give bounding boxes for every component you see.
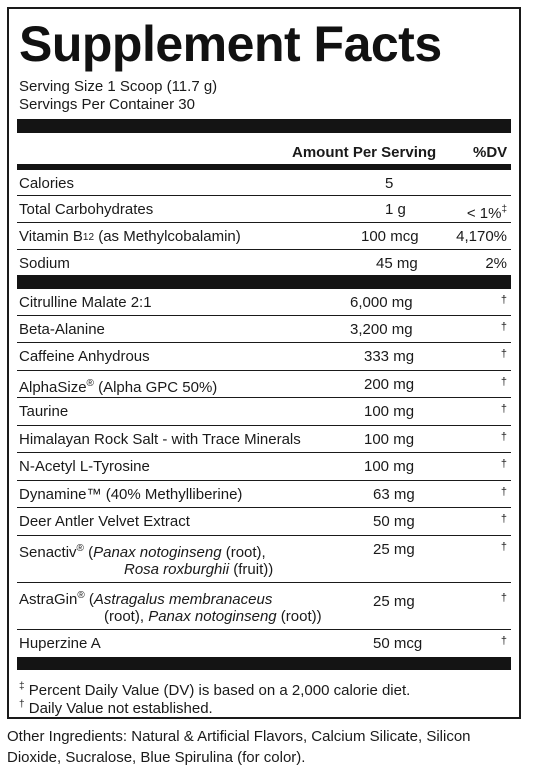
- row-dv: †: [500, 635, 507, 647]
- row-name: Citrulline Malate 2:1: [19, 294, 152, 311]
- row-dv: †: [500, 376, 507, 388]
- row-divider: [17, 249, 511, 250]
- header-amount-per-serving: Amount Per Serving: [292, 144, 437, 161]
- row-amount: 100 mg: [364, 458, 415, 475]
- row-amount: 25 mg: [373, 593, 415, 610]
- row-amount: 100 mg: [364, 403, 415, 420]
- row-name: Dynamine™ (40% Methylliberine): [19, 486, 243, 503]
- row-divider: [17, 452, 511, 453]
- row-amount: 100 mcg: [361, 228, 419, 245]
- row-name: AstraGin® (Astragalus membranaceus: [19, 590, 273, 608]
- row-name-continued: Rosa roxburghii (fruit)): [124, 561, 274, 578]
- panel-title: Supplement Facts: [19, 16, 442, 72]
- row-amount: 200 mg: [364, 376, 415, 393]
- row-amount: 25 mg: [373, 541, 415, 558]
- row-name: Sodium: [19, 255, 70, 272]
- row-divider: [17, 480, 511, 481]
- row-divider: [17, 629, 511, 630]
- row-amount: 50 mg: [373, 513, 415, 530]
- other-ingredients: Other Ingredients: Natural & Artificial Flavors, Calcium Silicate, Silicon Dioxide, Sucralose, Blue Spirulina (for color).: [7, 728, 471, 766]
- footnote-daily-value: ‡ Percent Daily Value (DV) is based on a 2,000 calorie diet.: [19, 681, 411, 699]
- row-divider: [17, 425, 511, 426]
- row-divider: [17, 195, 511, 196]
- row-dv: 4,170%: [456, 228, 507, 245]
- row-name: Beta-Alanine: [19, 321, 105, 338]
- row-dv: †: [500, 541, 507, 553]
- row-name: Taurine: [19, 403, 69, 420]
- servings-per-container: Servings Per Container 30: [19, 96, 195, 113]
- medium-divider: [17, 164, 511, 170]
- row-amount: 1 g: [385, 201, 406, 218]
- row-dv: †: [500, 321, 507, 333]
- row-divider: [17, 535, 511, 536]
- supplement-facts-panel: [7, 7, 521, 719]
- row-dv: †: [500, 486, 507, 498]
- row-amount: 50 mcg: [373, 635, 423, 652]
- row-amount: 5: [385, 175, 394, 192]
- row-amount: 3,200 mg: [350, 321, 413, 338]
- row-dv: †: [500, 294, 507, 306]
- row-name: Himalayan Rock Salt - with Trace Minerals: [19, 431, 301, 448]
- row-name: Vitamin $B_{12}$ (as Methylcobalamin): [19, 228, 241, 245]
- row-name: Deer Antler Velvet Extract: [19, 513, 190, 530]
- row-divider: [17, 507, 511, 508]
- row-dv: 2%: [485, 255, 507, 272]
- row-divider: [17, 315, 511, 316]
- row-dv: †: [500, 592, 507, 604]
- row-amount: 333 mg: [364, 348, 415, 365]
- row-name: Calories: [19, 175, 75, 192]
- row-dv: †: [500, 431, 507, 443]
- footnote-no-daily-value: † Daily Value not established.: [19, 699, 213, 717]
- row-dv: †: [500, 513, 507, 525]
- row-name: Huperzine A: [19, 635, 101, 652]
- row-dv: < 1%‡: [466, 204, 507, 222]
- row-name-continued: (root), Panax notoginseng (root)): [104, 608, 322, 625]
- row-divider: [17, 342, 511, 343]
- row-name: Caffeine Anhydrous: [19, 348, 150, 365]
- row-name: Senactiv® (Panax notoginseng (root),: [19, 543, 266, 561]
- row-divider: [17, 397, 511, 398]
- row-name: N-Acetyl L-Tyrosine: [19, 458, 150, 475]
- row-divider: [17, 370, 511, 371]
- serving-size: Serving Size 1 Scoop (11.7 g): [19, 78, 218, 95]
- row-dv: †: [500, 348, 507, 360]
- row-name: Total Carbohydrates: [19, 201, 154, 218]
- thick-divider: [17, 657, 511, 670]
- row-divider: [17, 222, 511, 223]
- row-divider: [17, 582, 511, 583]
- row-amount: 63 mg: [373, 486, 415, 503]
- row-amount: 6,000 mg: [350, 294, 413, 311]
- row-amount: 45 mg: [376, 255, 418, 272]
- thick-divider: [17, 275, 511, 289]
- row-dv: †: [500, 458, 507, 470]
- row-name: AlphaSize® (Alpha GPC 50%): [19, 378, 218, 396]
- header-dv: %DV: [473, 144, 508, 161]
- row-dv: †: [500, 403, 507, 415]
- thick-divider: [17, 119, 511, 133]
- row-amount: 100 mg: [364, 431, 415, 448]
